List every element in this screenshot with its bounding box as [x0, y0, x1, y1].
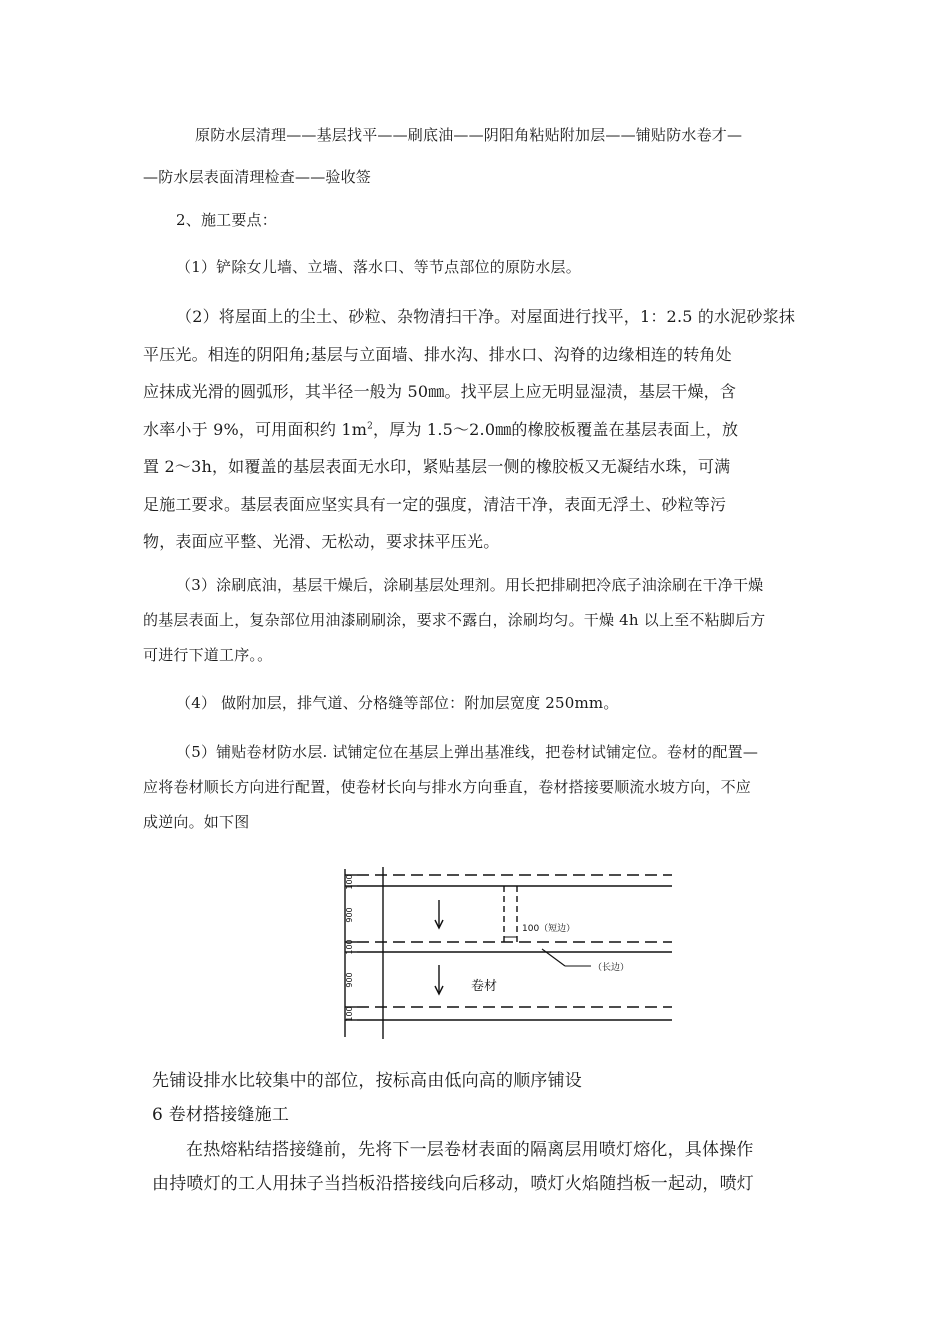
item-2-line-2: 平压光。相连的阴阳角;基层与立面墙、排水沟、排水口、沟脊的边缘相连的转角处 — [143, 344, 732, 364]
section-6-paragraph — [152, 1133, 812, 1201]
item-2-line-4a: 水率小于 9%，可用面积约 1m — [143, 419, 368, 439]
item-2-line-3: 应抹成光滑的圆弧形，其半径一般为 50㎜。找平层上应无明显湿渍，基层干燥，含 — [143, 382, 737, 401]
item-3-line-1: （3）涂刷底油，基层干燥后，涂刷基层处理剂。用长把排刷把冷底子油涂刷在干净干燥 — [176, 576, 764, 594]
short-edge-label: 100（短边） — [522, 924, 576, 934]
item-3-paragraph — [143, 568, 813, 673]
flow-line-1: 原防水层清理——基层找平——刷底油——阴阳角粘贴附加层——铺贴防水卷才— — [195, 126, 743, 144]
dim-label-3: 100 — [345, 939, 354, 955]
item-2-line-1: （2）将屋面上的尘土、砂粒、杂物清扫干净。对屋面进行找平，1：2.5 的水泥砂浆抹 — [176, 307, 796, 326]
long-edge-label: （长边） — [593, 963, 630, 973]
dim-label-5: 100 — [345, 1006, 354, 1022]
process-flow — [143, 120, 813, 192]
after-figure-note: 先铺设排水比较集中的部位，按标高由低向高的顺序铺设 — [152, 1071, 582, 1091]
superscript-2: 2 — [367, 421, 374, 432]
roll-label: 卷材 — [471, 979, 498, 994]
item-2-paragraph — [143, 298, 813, 561]
item-5-line-3: 成逆向。如下图 — [143, 813, 250, 831]
item-4: （4） 做附加层，排气道、分格缝等部位：附加层宽度 250mm。 — [176, 694, 619, 712]
item-2-line-4 — [143, 411, 813, 449]
item-2-line-5: 置 2～3h，如覆盖的基层表面无水印，紧贴基层一侧的橡胶板又无凝结水珠，可满 — [143, 457, 731, 476]
item-1: （1）铲除女儿墙、立墙、落水口、等节点部位的原防水层。 — [176, 258, 581, 276]
membrane-layout-diagram — [337, 865, 677, 1040]
item-2-line-7: 物，表面应平整、光滑、无松动，要求抹平压光。 — [143, 532, 500, 551]
dim-label-2: 900 — [345, 907, 354, 923]
item-5-line-1: （5）铺贴卷材防水层. 试铺定位在基层上弹出基准线，把卷材试铺定位。卷材的配置— — [176, 743, 759, 761]
item-3-line-3: 可进行下道工序。。 — [143, 646, 273, 664]
dim-label-4: 900 — [345, 972, 354, 988]
item-3-line-2: 的基层表面上，复杂部位用油漆刷刷涂，要求不露白，涂刷均匀。干燥 4h 以上至不粘脚后方 — [143, 611, 766, 629]
item-2-line-4b: ，厚为 1.5～2.0㎜的橡胶板覆盖在基层表面上，放 — [373, 419, 739, 439]
item-5-line-2: 应将卷材顺长方向进行配置，使卷材长向与排水方向垂直，卷材搭接要顺流水坡方向，不应 — [143, 778, 752, 796]
item-5-paragraph — [143, 735, 813, 840]
section-2-title: 2、施工要点： — [176, 211, 277, 229]
dim-label-1: 100 — [345, 874, 354, 890]
section-6-title: 6 卷材搭接缝施工 — [152, 1105, 290, 1125]
section-6-line-2: 由持喷灯的工人用抹子当挡板沿搭接线向后移动，喷灯火焰随挡板一起动，喷灯 — [152, 1174, 754, 1194]
flow-line-2: —防水层表面清理检查——验收签 — [143, 168, 372, 186]
section-6-line-1: 在热熔粘结搭接缝前，先将下一层卷材表面的隔离层用喷灯熔化，具体操作 — [186, 1140, 754, 1160]
item-2-line-6: 足施工要求。基层表面应坚实具有一定的强度，清洁干净，表面无浮土、砂粒等污 — [143, 494, 727, 514]
